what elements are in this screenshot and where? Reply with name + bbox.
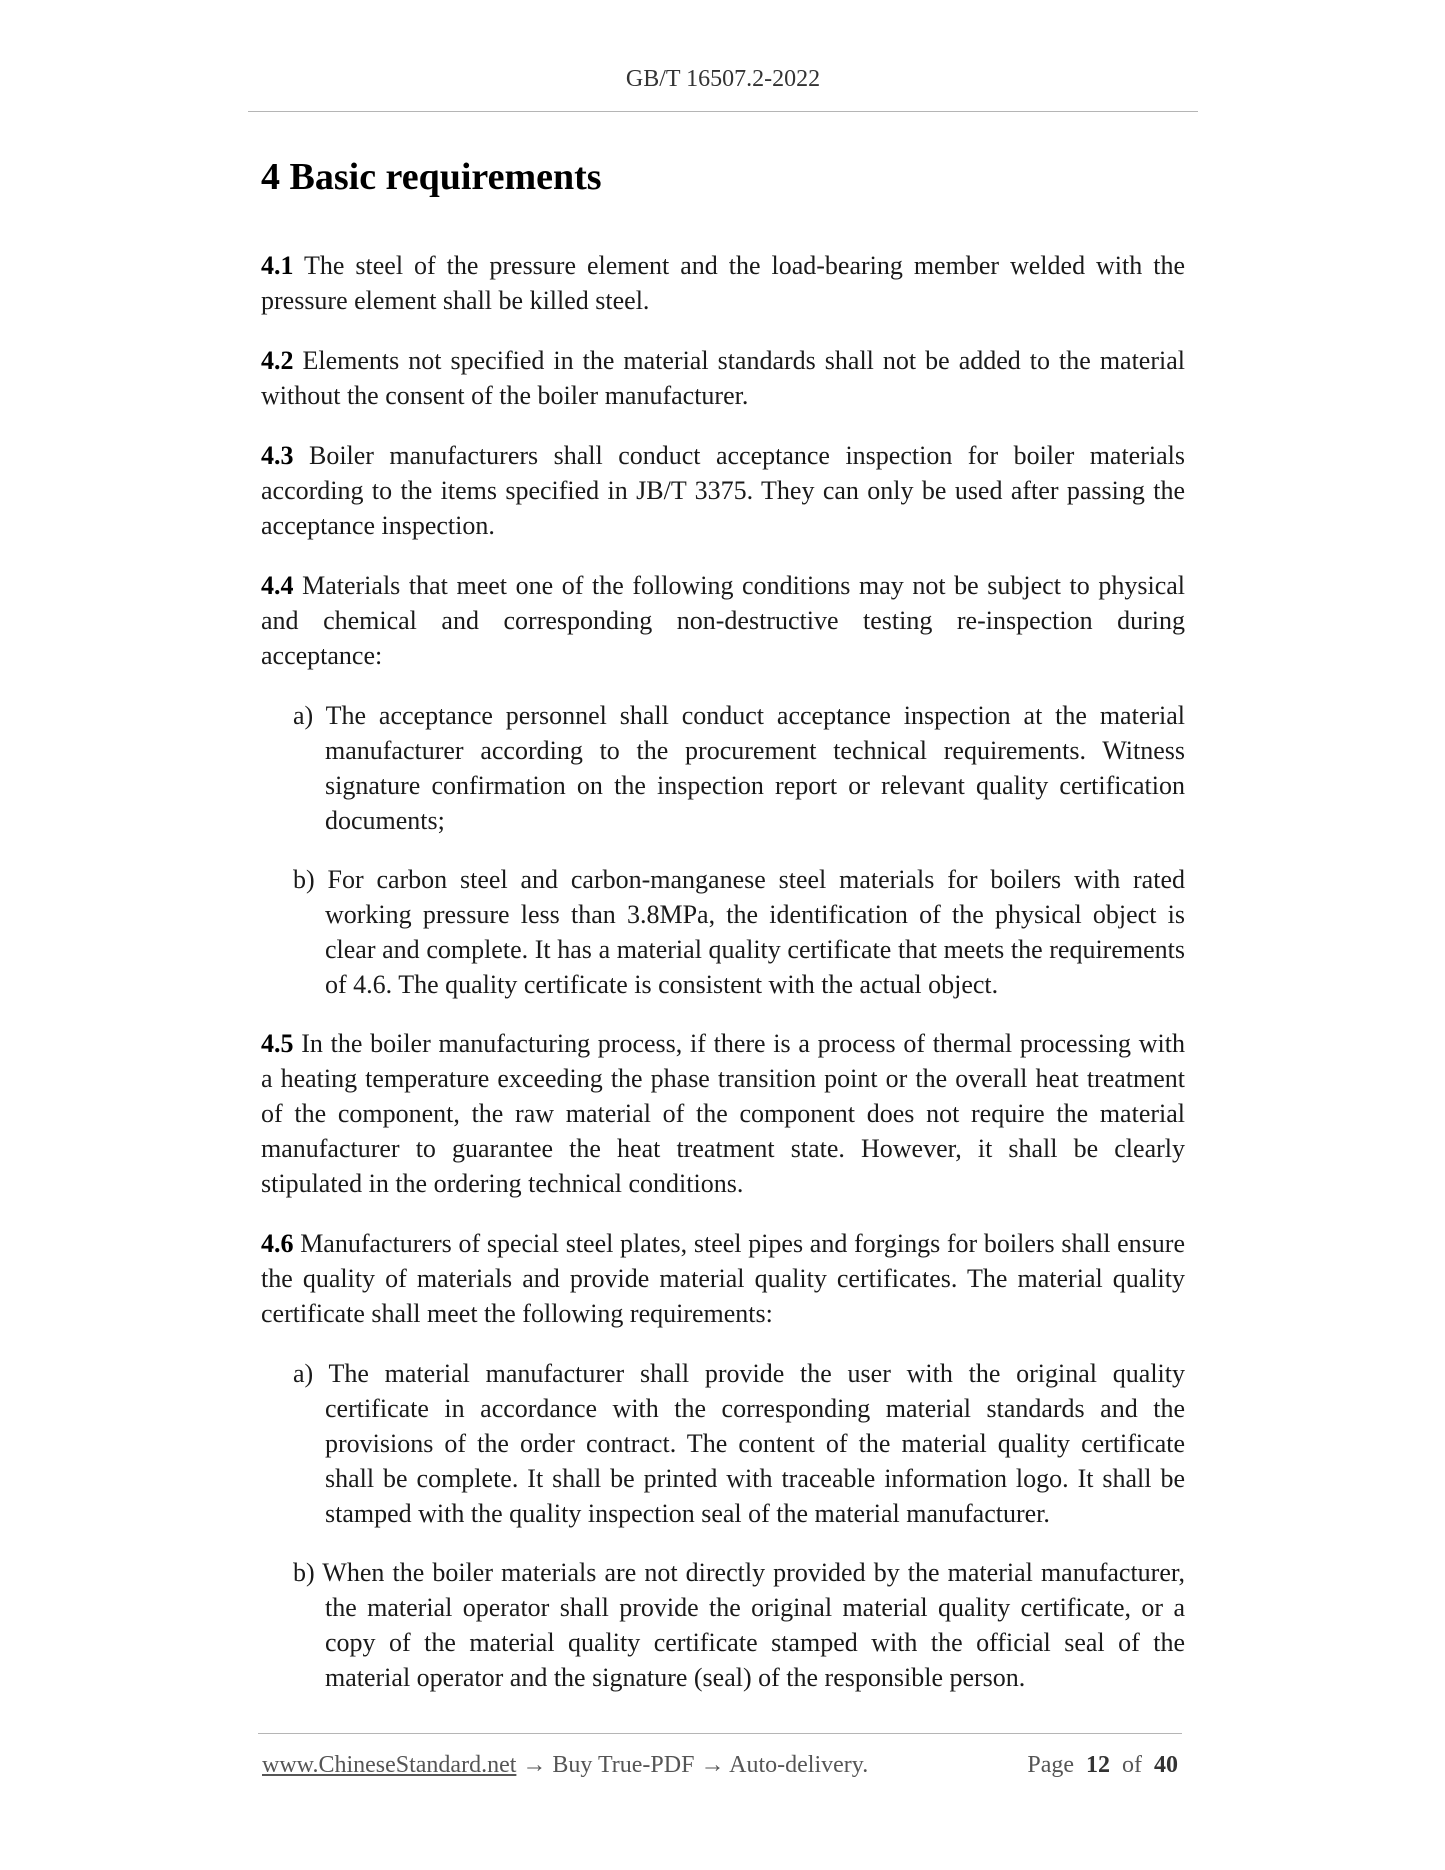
section-title: 4 Basic requirements (261, 156, 602, 198)
of-label: of (1122, 1752, 1142, 1778)
clause-number: 4.2 (261, 346, 294, 375)
clause-text: Boiler manufacturers shall conduct acceptance inspection for boiler materials according to the items specified in JB/T 3375. They can only be used after passing the acceptance inspection. (261, 441, 1185, 540)
clause-number: 4.4 (261, 571, 294, 600)
page-total: 40 (1154, 1752, 1178, 1778)
footer-links (262, 1752, 868, 1779)
website-link[interactable]: www.ChineseStandard.net (262, 1752, 517, 1778)
buy-link: Buy True-PDF (552, 1752, 695, 1778)
footer-divider (258, 1733, 1182, 1734)
arrow-right-icon: → (522, 1752, 547, 1778)
list-item: b) For carbon steel and carbon-manganese steel materials for boilers with rated working pressure less than 3.8MPa, the identification of the physical object is clear and complete. It has a material quality certificate that meets the requirements of 4.6. The quality certificate is consistent with the actual object. (293, 865, 1185, 999)
clause-number: 4.5 (261, 1029, 294, 1058)
clause-4-5 (261, 1026, 1185, 1201)
delivery-note: Auto-delivery. (729, 1752, 869, 1778)
clause-number: 4.6 (261, 1229, 294, 1258)
page-content (261, 152, 1185, 1719)
list-item: a) The material manufacturer shall provide the user with the original quality certificate in accordance with the corresponding material standards and the provisions of the order contract. The content of the material quality certificate shall be complete. It shall be printed with traceable information logo. It shall be stamped with the quality inspection seal of the material manufacturer. (293, 1359, 1185, 1528)
clause-text: In the boiler manufacturing process, if there is a process of thermal processing with a heating temperature exceeding the phase transition point or the overall heat treatment of the component, the raw material of the component does not require the material manufacturer to guarantee the heat treatment state. However, it shall be clearly stipulated in the ordering technical conditions. (261, 1029, 1185, 1198)
clause-text: Elements not specified in the material standards shall not be added to the material without the consent of the boiler manufacturer. (261, 346, 1185, 410)
clause-number: 4.3 (261, 441, 294, 470)
clause-4-2 (261, 343, 1185, 413)
clause-text: Materials that meet one of the following conditions may not be subject to physical and chemical and corresponding non-destructive testing re-inspection during acceptance: (261, 571, 1185, 670)
list-item: b) When the boiler materials are not directly provided by the material manufacturer, the material operator shall provide the original material quality certificate, or a copy of the material quality certificate stamped with the official seal of the material operator and the signature (seal) of the responsible person. (293, 1558, 1185, 1692)
page-label: Page (1027, 1752, 1074, 1778)
clause-4-6 (261, 1226, 1185, 1331)
clause-number: 4.1 (261, 251, 294, 280)
arrow-right-icon: → (700, 1752, 725, 1778)
clause-text: Manufacturers of special steel plates, steel pipes and forgings for boilers shall ensure the quality of materials and provide material quality certificates. The material quality certificate shall meet the following requirements: (261, 1229, 1185, 1328)
clause-4-3 (261, 438, 1185, 543)
page-header: GB/T 16507.2-2022 (625, 66, 821, 92)
page-counter (1027, 1752, 1178, 1779)
header-divider (248, 111, 1198, 112)
page-current: 12 (1086, 1752, 1110, 1778)
clause-4-1 (261, 248, 1185, 318)
clause-text: The steel of the pressure element and the load-bearing member welded with the pressure element shall be killed steel. (261, 251, 1185, 315)
clause-4-4 (261, 568, 1185, 673)
list-item: a) The acceptance personnel shall conduct acceptance inspection at the material manufacturer according to the procurement technical requirements. Witness signature confirmation on the inspection report or relevant quality certification documents; (293, 701, 1185, 835)
